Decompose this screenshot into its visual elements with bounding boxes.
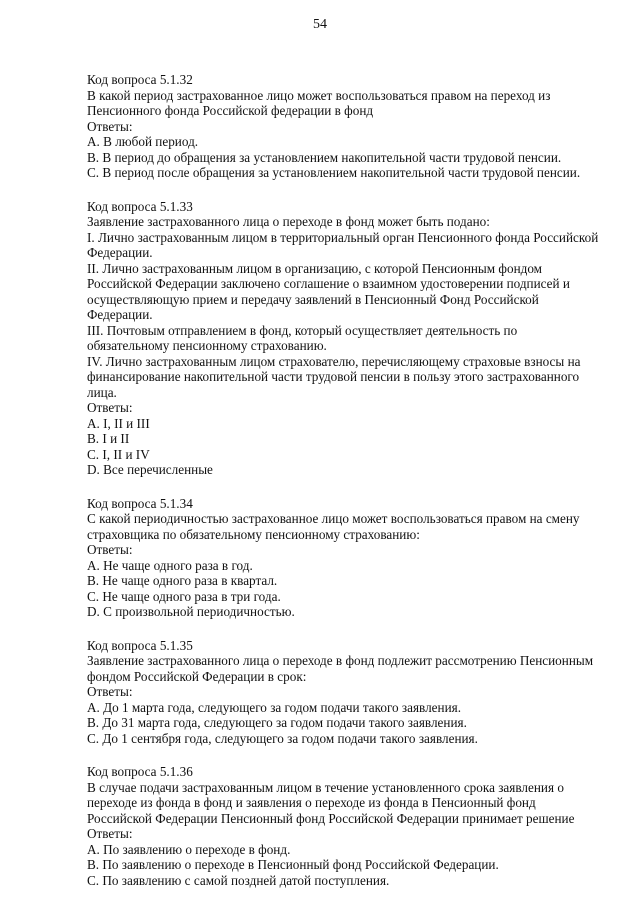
questions-list: [87, 72, 599, 906]
answers-label: Ответы:: [87, 826, 133, 841]
answer-option: B. I и II: [87, 431, 130, 446]
answer-option: А. До 1 марта года, следующего за годом подачи такого заявления.: [87, 699, 462, 715]
answer-option: D. С произвольной периодичностью.: [87, 604, 295, 619]
question-code: Код вопроса 5.1.35: [87, 637, 193, 653]
question-code: Код вопроса 5.1.33: [87, 198, 193, 214]
question-block: [87, 496, 599, 620]
question-text: Заявление застрахованного лица о переходе в фонд может быть подано:: [87, 214, 490, 229]
question-block: [87, 638, 599, 747]
answers-label: Ответы:: [87, 118, 133, 134]
answer-option: B. Не чаще одного раза в квартал.: [87, 573, 278, 588]
answer-option: C. I, II и IV: [87, 446, 150, 462]
question-code: Код вопроса 5.1.36: [87, 764, 193, 779]
answer-option: C. Не чаще одного раза в три года.: [87, 588, 281, 604]
question-item: I. Лично застрахованным лицом в территориальный орган Пенсионного фонда Российской Федерации.: [87, 229, 599, 260]
answer-option: A. Не чаще одного раза в год.: [87, 557, 253, 573]
question-text: С какой периодичностью застрахованное лицо может воспользоваться правом на смену страховщика по обязательному пенсионному страхованию:: [87, 511, 580, 542]
answer-option: В. В период до обращения за установлением накопительной части трудовой пенсии.: [87, 149, 562, 165]
question-text: В какой период застрахованное лицо может воспользоваться правом на переход из Пенсионного фонда Российской федерации в фонд: [87, 87, 551, 118]
answer-option: А. В любой период.: [87, 134, 199, 149]
question-item: II. Лично застрахованным лицом в организацию, с которой Пенсионным фондом Российской Федерации заключено соглашение о взаимном удостоверении подписей и осуществляющую прием и передачу заявлений в Пенсионный Фонд Российской Федерации.: [87, 260, 570, 322]
answers-label: Ответы:: [87, 684, 133, 699]
question-block: [87, 72, 599, 181]
page-number: 54: [313, 17, 327, 32]
question-text: Заявление застрахованного лица о переходе в фонд подлежит рассмотрению Пенсионным фондом Российской Федерации в срок:: [87, 653, 594, 684]
question-block: [87, 764, 599, 888]
answer-option: В. До 31 марта года, следующего за годом подачи такого заявления.: [87, 715, 467, 730]
question-block: [87, 199, 599, 478]
answer-option: В. По заявлению о переходе в Пенсионный фонд Российской Федерации.: [87, 857, 499, 872]
answer-option: D. Все перечисленные: [87, 462, 213, 477]
answer-option: С. В период после обращения за установлением накопительной части трудовой пенсии.: [87, 165, 581, 180]
answer-option: А. По заявлению о переходе в фонд.: [87, 841, 291, 857]
answer-option: С. До 1 сентября года, следующего за годом подачи такого заявления.: [87, 730, 478, 746]
answer-option: A. I, II и III: [87, 415, 150, 431]
question-text: В случае подачи застрахованным лицом в течение установленного срока заявления о переходе из фонда в фонд и заявления о переходе из фонда в Пенсионный фонд Российской Федерации Пенсионный фонд Российской Федерации принимает решение: [87, 779, 575, 826]
question-code: Код вопроса 5.1.32: [87, 72, 193, 87]
question-code: Код вопроса 5.1.34: [87, 495, 193, 511]
question-item: III. Почтовым отправлением в фонд, который осуществляет деятельность по обязательному пенсионному страхованию.: [87, 322, 518, 353]
answer-option: С. По заявлению с самой поздней датой поступления.: [87, 872, 390, 888]
answers-label: Ответы:: [87, 542, 133, 557]
question-item: IV. Лично застрахованным лицом страхователю, перечисляющему страховые взносы на финансирование накопительной части трудовой пенсии в пользу этого застрахованного лица.: [87, 353, 581, 400]
answers-label: Ответы:: [87, 400, 133, 415]
